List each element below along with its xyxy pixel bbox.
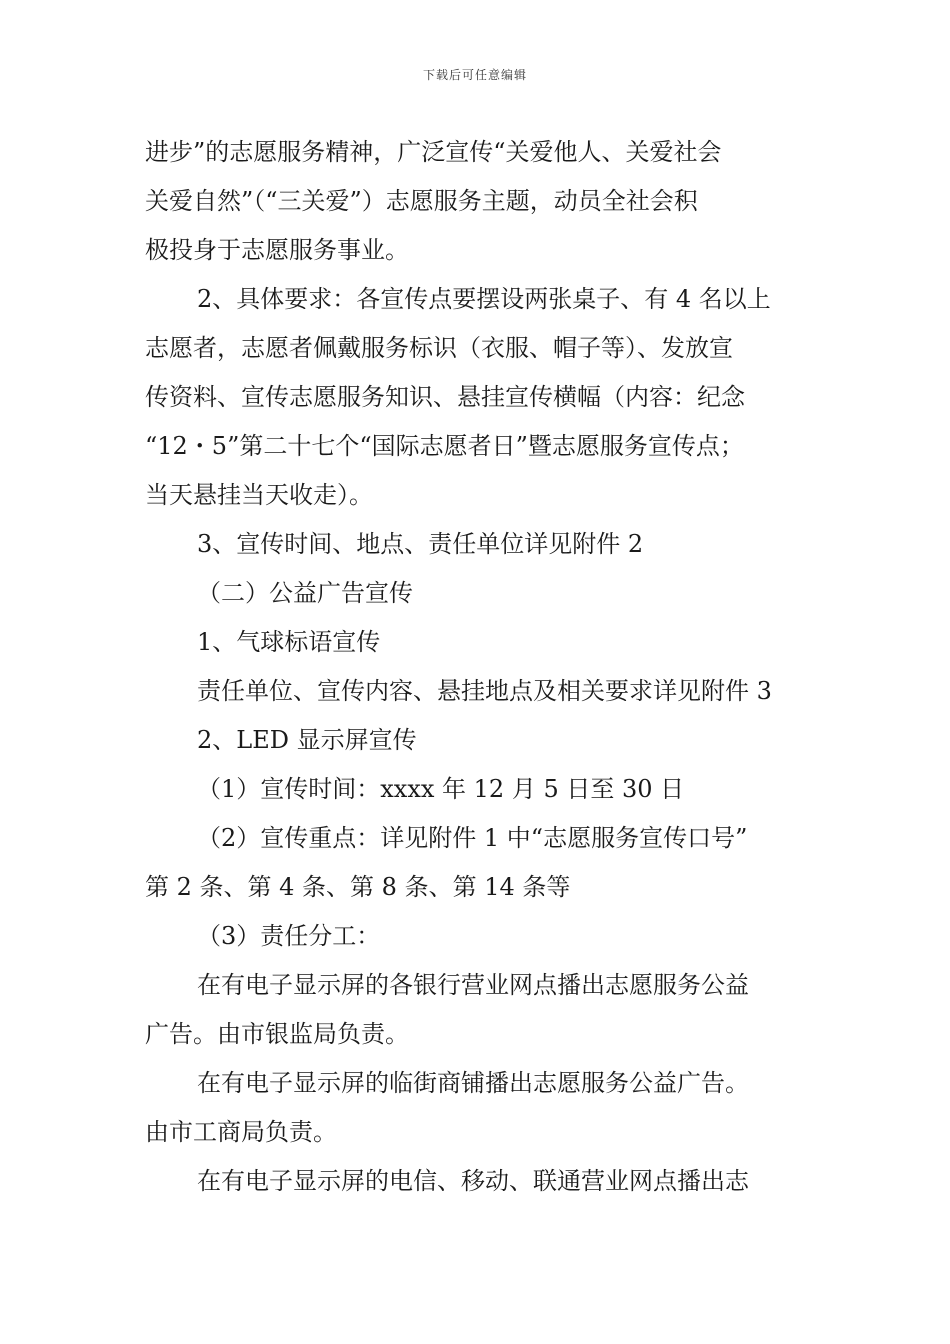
subsection-heading: 1、气球标语宣传 bbox=[197, 628, 381, 656]
paragraph-line: 在有电子显示屏的临街商铺播出志愿服务公益广告。 bbox=[197, 1069, 749, 1097]
paragraph-line: 由市工商局负责。 bbox=[145, 1118, 337, 1146]
paragraph-line: 广告。由市银监局负责。 bbox=[145, 1020, 409, 1048]
paragraph-line: 志愿者，志愿者佩戴服务标识（衣服、帽子等）、发放宣 bbox=[145, 334, 733, 362]
document-body bbox=[145, 128, 815, 1206]
paragraph-line: 责任单位、宣传内容、悬挂地点及相关要求详见附件 3 bbox=[197, 677, 772, 705]
subsection-heading: 2、LED 显示屏宣传 bbox=[197, 726, 417, 754]
paragraph-line: 传资料、宣传志愿服务知识、悬挂宣传横幅（内容：纪念 bbox=[145, 383, 745, 411]
paragraph-line: 2、具体要求：各宣传点要摆设两张桌子、有 4 名以上 bbox=[197, 285, 771, 313]
page-header-note: 下载后可任意编辑 bbox=[422, 68, 527, 82]
list-item: （1）宣传时间：xxxx 年 12 月 5 日至 30 日 bbox=[197, 775, 685, 803]
paragraph-line: “12・5”第二十七个“国际志愿者日”暨志愿服务宣传点； bbox=[145, 432, 744, 460]
paragraph-line: 当天悬挂当天收走）。 bbox=[145, 481, 373, 509]
paragraph-line: 关爱自然”（“三关爱”）志愿服务主题，动员全社会积 bbox=[145, 187, 698, 215]
paragraph-line: 第 2 条、第 4 条、第 8 条、第 14 条等 bbox=[145, 873, 571, 901]
list-item: （3）责任分工： bbox=[197, 922, 381, 950]
paragraph-line: 在有电子显示屏的电信、移动、联通营业网点播出志 bbox=[197, 1167, 749, 1195]
section-heading: （二）公益广告宣传 bbox=[197, 579, 413, 607]
paragraph-line: 进步”的志愿服务精神，广泛宣传“关爱他人、关爱社会 bbox=[145, 138, 722, 166]
paragraph-line: 极投身于志愿服务事业。 bbox=[145, 236, 409, 264]
paragraph-line: 在有电子显示屏的各银行营业网点播出志愿服务公益 bbox=[197, 971, 749, 999]
paragraph-line: 3、宣传时间、地点、责任单位详见附件 2 bbox=[197, 530, 644, 558]
list-item: （2）宣传重点：详见附件 1 中“志愿服务宣传口号” bbox=[197, 824, 748, 852]
